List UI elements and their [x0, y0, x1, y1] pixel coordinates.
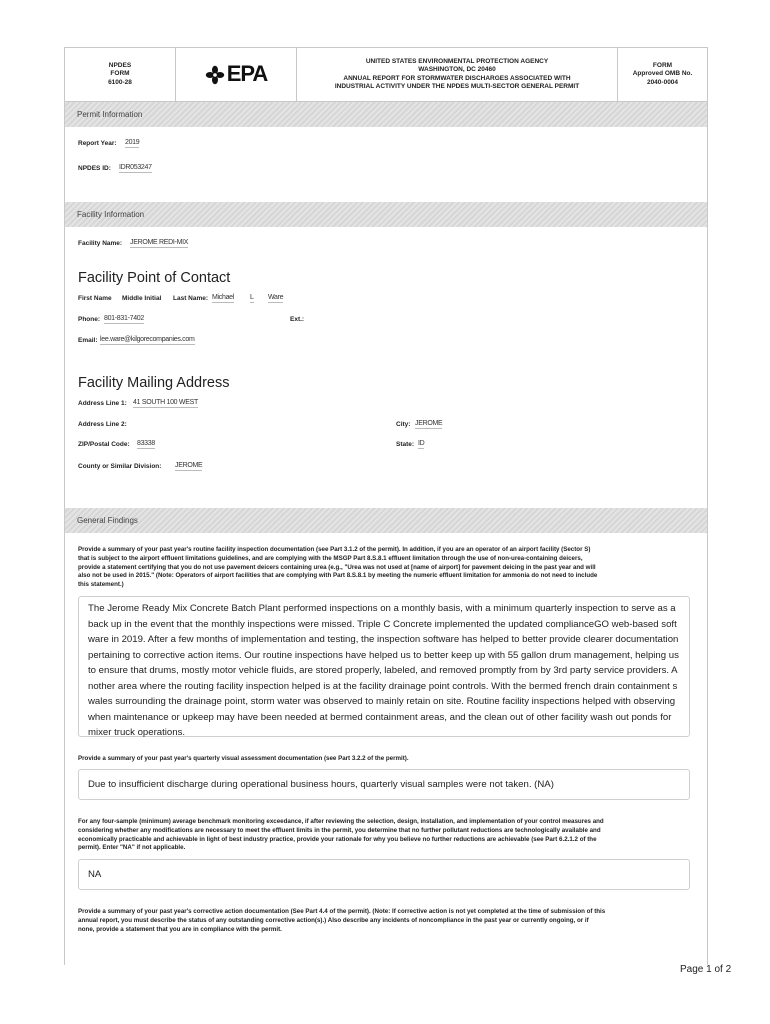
- phone-value: 801-831-7402: [104, 315, 144, 322]
- last-name-value: Ware: [268, 294, 284, 301]
- address-line1-label: Address Line 1:: [78, 400, 127, 407]
- question-line: considering whether any modifications are necessary to meet the effluent limits in the permit, you determine that no further pollutant reductions are technologically available and: [78, 826, 601, 834]
- county-value: JEROME: [175, 462, 203, 469]
- question-line: that is subject to the airport effluent limitations guidelines, and are complying with the MSGP Part 8.S.8.1 effluent limitation through the use of non-urea-containing deicers,: [78, 554, 583, 562]
- agency-address: WASHINGTON, DC 20460: [418, 66, 496, 73]
- question-visual-assessment: Provide a summary of your past year's quarterly visual assessment documentation (see Part 3.2.2 of the permit).: [78, 755, 409, 762]
- npdes-id-value: IDR053247: [119, 164, 152, 171]
- email-label: Email:: [78, 337, 98, 344]
- question-line: For any four-sample (minimum) average benchmark monitoring exceedance, if after reviewing the selection, design, installation, and implementation of your control measures and: [78, 818, 604, 825]
- question-line: economically practicable and achievable in light of best industry practice, provide your rationale for why you believe no further reductions are achievable (see Part 6.2.1.2 of the: [78, 835, 597, 843]
- section-general-findings: [65, 508, 707, 533]
- report-year-value: 2019: [125, 139, 140, 146]
- zip-value: 83338: [137, 440, 155, 447]
- form-id-line: FORM: [110, 70, 130, 78]
- report-year-label: Report Year:: [78, 140, 117, 147]
- county-label: County or Similar Division:: [78, 463, 162, 470]
- form-id-line: NPDES: [108, 61, 132, 69]
- answer-visual-assessment[interactable]: Due to insufficient discharge during operational business hours, quarterly visual samples were not taken. (NA): [78, 769, 690, 800]
- question-benchmark-exceedance: [78, 818, 692, 853]
- page-number: Page 1 of 2: [680, 964, 732, 975]
- last-name-label: Last Name:: [173, 295, 209, 302]
- city-value: JEROME: [415, 420, 443, 427]
- omb-cell: [618, 48, 707, 101]
- epa-logo: [205, 61, 268, 87]
- middle-initial-value: L: [250, 294, 254, 301]
- zip-label: ZIP/Postal Code:: [78, 441, 130, 448]
- form-header: [65, 48, 707, 102]
- form-frame: [64, 47, 708, 965]
- facility-name-label: Facility Name:: [78, 240, 123, 247]
- question-line: permit). Enter "NA" if not applicable.: [78, 844, 186, 852]
- epa-logo-text: EPA: [226, 61, 268, 87]
- question-corrective-action: [78, 908, 692, 934]
- middle-initial-label: Middle Initial: [122, 295, 162, 302]
- state-label: State:: [396, 441, 415, 448]
- question-line: also not be used in 2015." (Note: Operators of airport facilities that are complying with Part 8.S.8.1 by meeting the numeric effluent limitation for ammonia do not need to include: [78, 572, 598, 580]
- section-permit-information: [65, 102, 707, 127]
- first-name-label: First Name: [78, 295, 112, 302]
- form-id-line: 6100-28: [108, 78, 132, 86]
- question-line: Provide a summary of your past year's corrective action documentation (See Part 4.4 of the permit). (Note: If corrective action is not yet completed at the time of submission of this: [78, 908, 606, 915]
- answer-benchmark-exceedance[interactable]: NA: [78, 859, 690, 890]
- omb-line: Approved OMB No.: [632, 70, 693, 78]
- section-facility-information: [65, 202, 707, 227]
- state-value: ID: [418, 440, 425, 447]
- first-name-value: Michael: [212, 294, 235, 301]
- omb-line: FORM: [652, 61, 673, 69]
- mailing-heading: Facility Mailing Address: [78, 375, 230, 391]
- email-value: lee.ware@kilgorecompanies.com: [100, 336, 195, 343]
- agency-name: UNITED STATES ENVIRONMENTAL PROTECTION AGENCY: [365, 57, 549, 65]
- city-label: City:: [396, 421, 411, 428]
- facility-name-value: JEROME REDI-MIX: [130, 239, 189, 246]
- logo-cell: [176, 48, 297, 101]
- question-line: this statement.): [78, 581, 124, 589]
- question-line: none, provide a statement that you are in compliance with the permit.: [78, 925, 282, 933]
- question-routine-inspection: [78, 546, 692, 590]
- section-title: General Findings: [77, 516, 138, 525]
- question-line: annual report, you must describe the status of any outstanding corrective action(s).) Also describe any incidents of noncompliance in the past year or currently ongoing, or if: [78, 916, 589, 924]
- contact-heading: Facility Point of Contact: [78, 270, 231, 286]
- question-line: provide a statement certifying that you do not use pavement deicers containing urea (e.g., "Urea was not used at [name of airport] for pavement deicing in the past year and will: [78, 563, 596, 571]
- npdes-id-label: NPDES ID:: [78, 165, 111, 172]
- form-number-cell: [65, 48, 176, 101]
- omb-line: 2040-0004: [646, 78, 679, 86]
- report-subtitle: INDUSTRIAL ACTIVITY UNDER THE NPDES MULTI-SECTOR GENERAL PERMIT: [334, 83, 580, 90]
- question-line: Provide a summary of your past year's routine facility inspection documentation (see Part 3.1.2 of the permit). In addition, if you are an operator of an airport facility (Sector S): [78, 546, 591, 553]
- answer-routine-inspection[interactable]: The Jerome Ready Mix Concrete Batch Plant performed inspections on a monthly basis, with a minimum quarterly inspection to serve as a back up in the event that the monthly inspections were missed. Triple C Concrete implemented the updated complianceGO web-based software in 2019. After a few months of implementation and testing, the inspection software has helped to better provide clearer documentation pertaining to corrective action items. Our routine inspections have helped us to better keep up with 55 gallon drum management, helping us to ensure that drums, mostly motor vehicle fluids, are stored properly, labeled, and removed promptly from by 3rd party service providers. Another area where the routing facility inspection helped is at the facility drainage point controls. With the bermed french drain containment swales surrounding the drainage point, storm water was observed to mainly retain on site. Routine facility inspections helped with observing when maintenance or upkeep may have been needed at bermed containment areas, and the clean out of other facility wash out ponds for mixer truck operations.: [78, 596, 690, 737]
- phone-label: Phone:: [78, 316, 101, 323]
- ext-label: Ext.:: [290, 316, 305, 323]
- report-title: ANNUAL REPORT FOR STORMWATER DISCHARGES ASSOCIATED WITH: [343, 74, 571, 82]
- agency-title-cell: [297, 48, 618, 101]
- section-title: Permit Information: [77, 110, 143, 119]
- epa-flower-icon: [205, 65, 225, 85]
- address-line2-label: Address Line 2:: [78, 421, 127, 428]
- section-title: Facility Information: [77, 210, 145, 219]
- address-line1-value: 41 SOUTH 100 WEST: [133, 399, 198, 406]
